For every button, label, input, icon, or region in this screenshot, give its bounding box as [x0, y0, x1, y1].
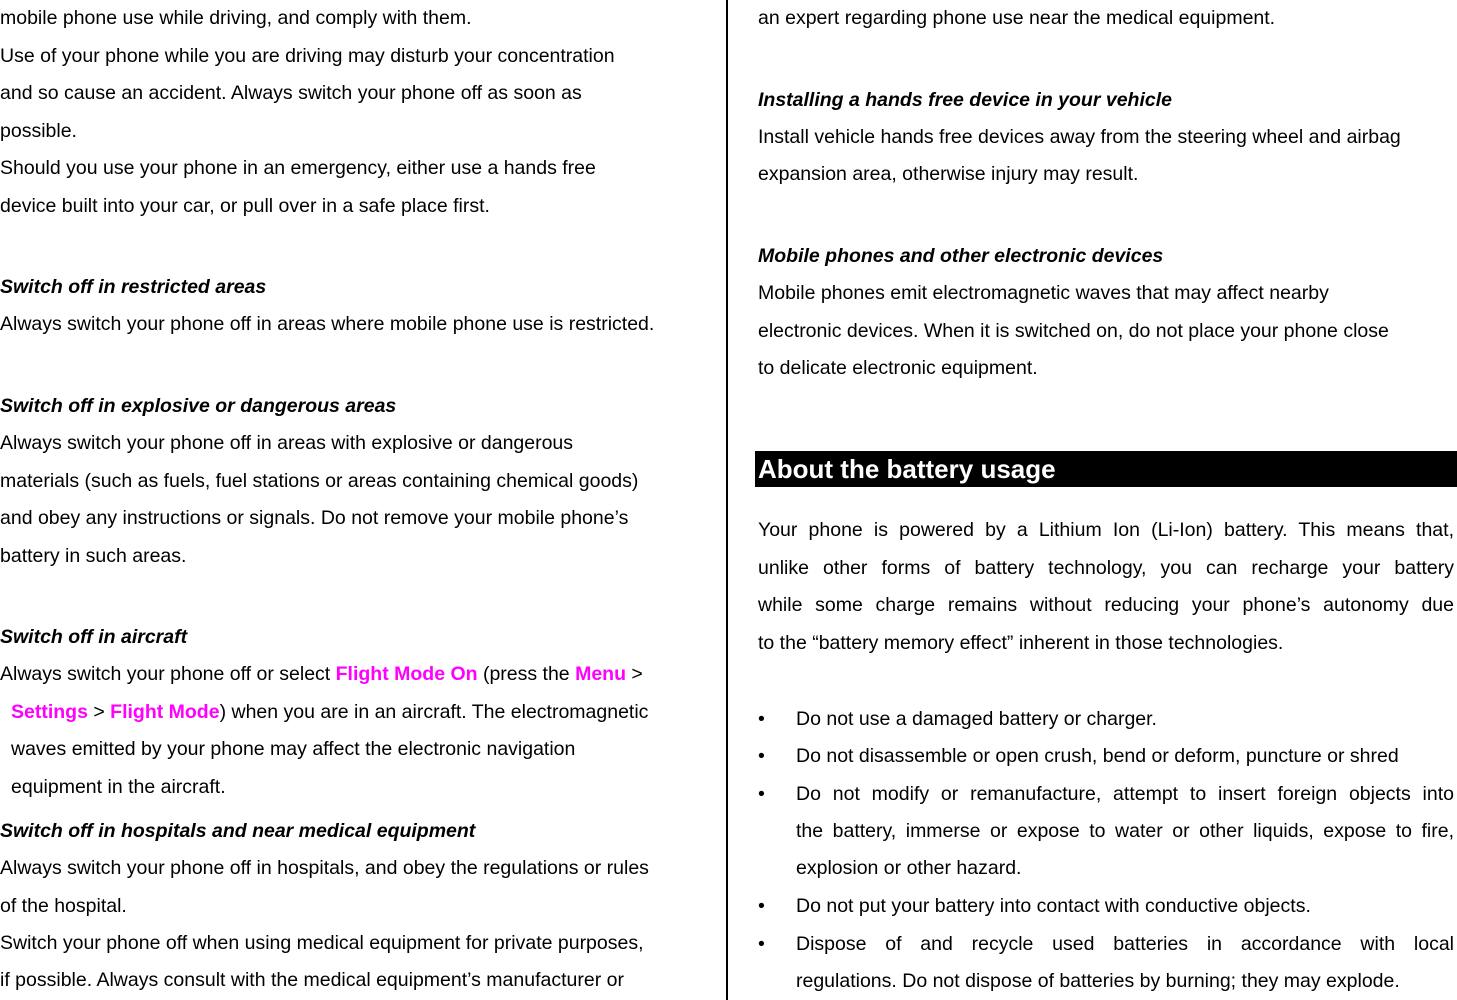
text-run: Always switch your phone off or select — [0, 663, 336, 685]
section-heading-hospitals: Switch off in hospitals and near medical equipment — [0, 820, 476, 842]
aircraft-line-4: equipment in the aircraft. — [11, 776, 226, 798]
body-line: to delicate electronic equipment. — [758, 357, 1038, 379]
text-run: > — [87, 701, 111, 723]
battery-paragraph-line: to the “battery memory effect” inherent in those technologies. — [758, 632, 1284, 654]
bullet-icon: • — [758, 895, 765, 917]
body-line: Always switch your phone off in areas where mobile phone use is restricted. — [0, 313, 655, 335]
text-run: ) when you are in an aircraft. The electromagnetic — [219, 701, 649, 723]
body-line: Mobile phones emit electromagnetic waves that may affect nearby — [758, 282, 1329, 304]
intro-line: mobile phone use while driving, and comply with them. — [0, 7, 472, 29]
body-line: Always switch your phone off in hospitals, and obey the regulations or rules — [0, 857, 649, 879]
bullet-icon: • — [758, 708, 765, 730]
body-line: Switch your phone off when using medical equipment for private purposes, — [0, 932, 644, 954]
body-line: and obey any instructions or signals. Do not remove your mobile phone’s — [0, 507, 629, 529]
battery-paragraph-line: while some charge remains without reducing your phone’s autonomy due — [758, 594, 1454, 616]
battery-section-banner: About the battery usage — [755, 451, 1457, 487]
section-heading-electronics: Mobile phones and other electronic devices — [758, 245, 1164, 267]
bullet-icon: • — [758, 783, 765, 805]
section-heading-restricted: Switch off in restricted areas — [0, 276, 267, 298]
intro-line: an expert regarding phone use near the medical equipment. — [758, 7, 1276, 29]
bullet-text: the battery, immerse or expose to water or other liquids, expose to fire, — [796, 820, 1454, 842]
bullet-text: explosion or other hazard. — [796, 857, 1022, 879]
text-run: > — [626, 663, 643, 685]
intro-line: Use of your phone while you are driving may disturb your concentration — [0, 45, 615, 67]
menu-keyword: Menu — [575, 663, 626, 685]
body-line: expansion area, otherwise injury may result. — [758, 163, 1139, 185]
body-line: electronic devices. When it is switched on, do not place your phone close — [758, 320, 1389, 342]
intro-line: and so cause an accident. Always switch your phone off as soon as — [0, 82, 582, 104]
right-column — [758, 0, 1455, 1000]
bullet-text: Do not use a damaged battery or charger. — [796, 708, 1157, 730]
bullet-text: Do not modify or remanufacture, attempt to insert foreign objects into — [796, 783, 1454, 805]
section-heading-aircraft: Switch off in aircraft — [0, 626, 188, 648]
flight-mode-keyword: Flight Mode — [110, 701, 220, 723]
section-heading-explosive: Switch off in explosive or dangerous areas — [0, 395, 397, 417]
body-line: Install vehicle hands free devices away from the steering wheel and airbag — [758, 126, 1401, 148]
body-line: materials (such as fuels, fuel stations or areas containing chemical goods) — [0, 470, 639, 492]
aircraft-line-2 — [11, 700, 648, 724]
left-column — [0, 0, 722, 1000]
aircraft-line-3: waves emitted by your phone may affect the electronic navigation — [11, 738, 576, 760]
bullet-text: regulations. Do not dispose of batteries by burning; they may explode. — [796, 970, 1400, 992]
intro-line: device built into your car, or pull over in a safe place first. — [0, 195, 490, 217]
body-line: if possible. Always consult with the medical equipment’s manufacturer or — [0, 969, 624, 991]
battery-paragraph-line: unlike other forms of battery technology, you can recharge your battery — [758, 557, 1454, 579]
column-divider — [726, 0, 728, 1000]
bullet-text: Do not put your battery into contact with conductive objects. — [796, 895, 1311, 917]
section-heading-vehicle: Installing a hands free device in your vehicle — [758, 89, 1172, 111]
body-line: Always switch your phone off in areas with explosive or dangerous — [0, 432, 574, 454]
bullet-icon: • — [758, 933, 765, 955]
text-run: (press the — [477, 663, 576, 685]
settings-keyword: Settings — [11, 701, 88, 723]
intro-line: Should you use your phone in an emergency, either use a hands free — [0, 157, 596, 179]
flight-mode-on-keyword: Flight Mode On — [335, 663, 478, 685]
body-line: of the hospital. — [0, 895, 127, 917]
bullet-icon: • — [758, 745, 765, 767]
aircraft-line-1 — [0, 662, 643, 686]
body-line: battery in such areas. — [0, 545, 187, 567]
bullet-text: Dispose of and recycle used batteries in accordance with local — [796, 933, 1454, 955]
intro-line: possible. — [0, 120, 77, 142]
bullet-text: Do not disassemble or open crush, bend or deform, puncture or shred — [796, 745, 1399, 767]
battery-paragraph-line: Your phone is powered by a Lithium Ion (Li-Ion) battery. This means that, — [758, 519, 1454, 541]
